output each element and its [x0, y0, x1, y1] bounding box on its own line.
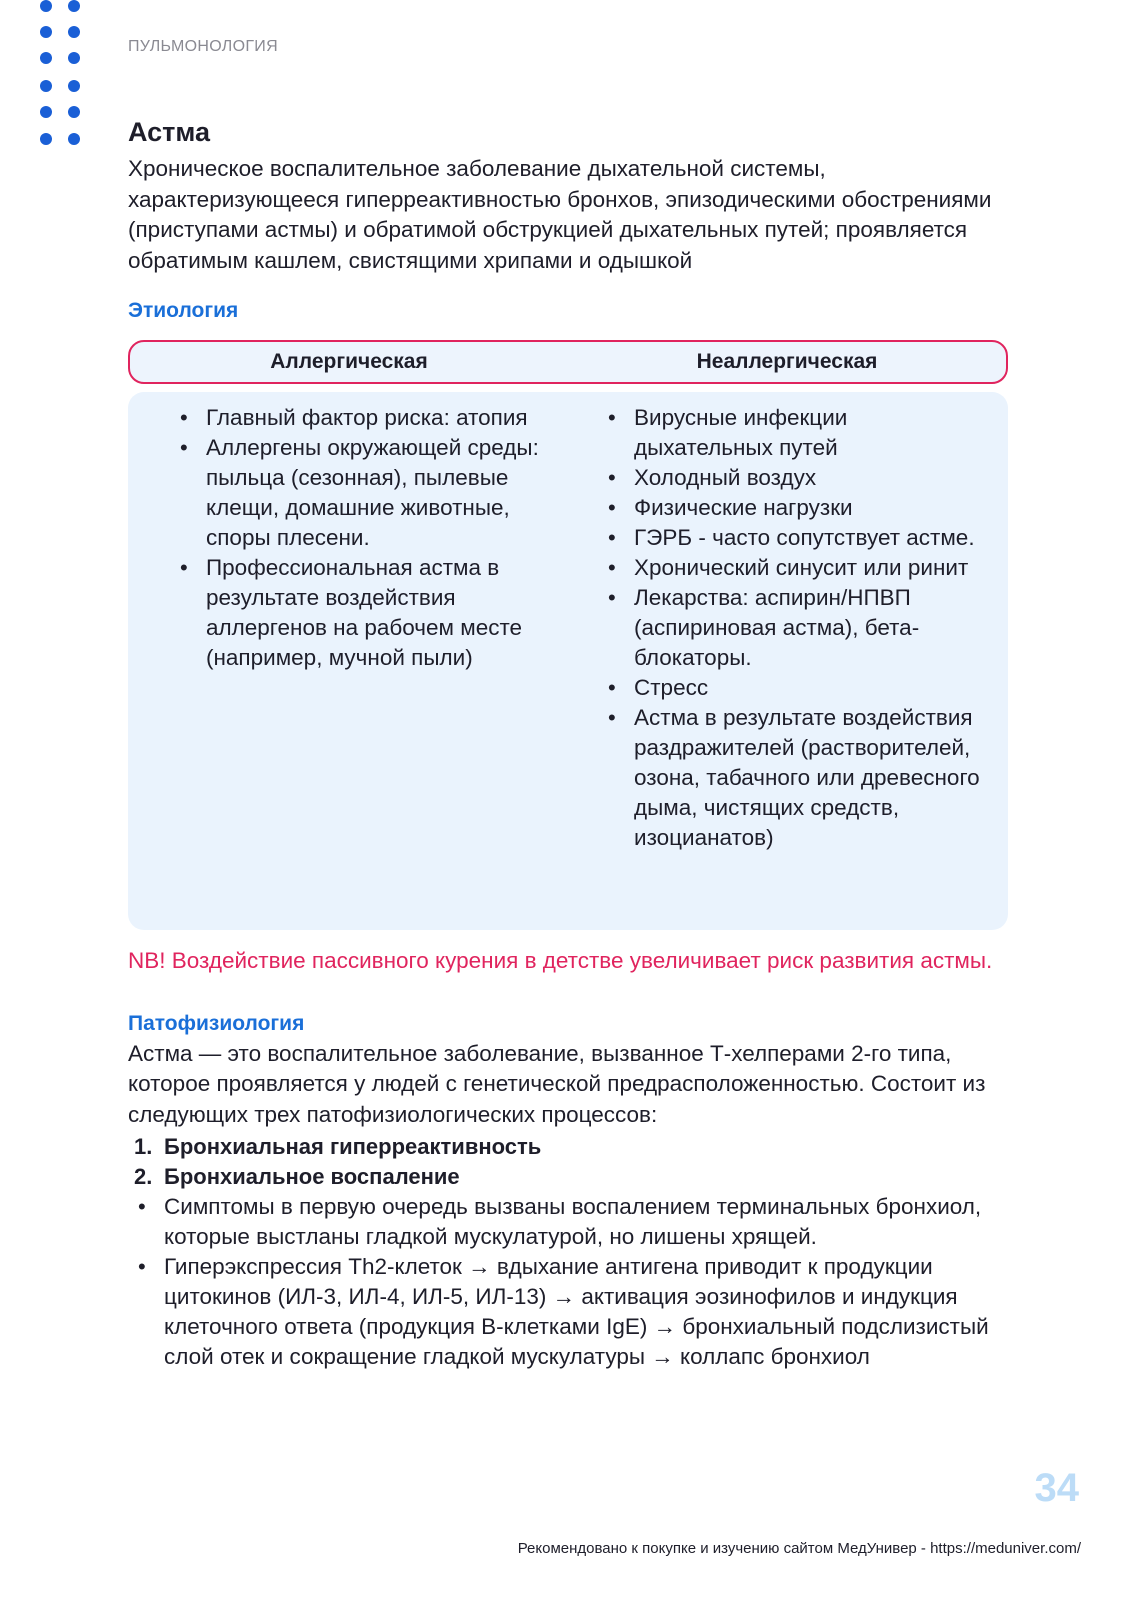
- list-item: • Вирусные инфекции дыхательных путей: [606, 403, 988, 463]
- list-item: • Стресс: [606, 673, 988, 703]
- list-item: • Главный фактор риска: атопия: [178, 403, 558, 433]
- page-title: Астма: [128, 117, 211, 147]
- page-number: 34: [1034, 1466, 1079, 1510]
- pathophysiology-heading: Патофизиология: [128, 1011, 305, 1035]
- list-item: • Аллергены окружающей среды: пыльца (сезонная), пылевые клещи, домашние животные, споры плесени.: [178, 433, 558, 553]
- footer-note: Рекомендовано к покупке и изучению сайтом МедУнивер - https://meduniver.com/: [517, 1540, 1081, 1557]
- list-item: • ГЭРБ - часто сопутствует астме.: [606, 523, 988, 553]
- list-item: • Физические нагрузки: [606, 493, 988, 523]
- intro-paragraph: Хроническое воспалительное заболевание дыхательной системы, характеризующееся гиперреактивностью бронхов, эпизодическими обострениями (приступами астмы) и обратимой обструкцией дыхательных путей; проявляется обратимым кашлем, свистящими хрипами и одышкой: [128, 156, 992, 273]
- column-header-allergic: Аллергическая: [270, 350, 428, 373]
- list-item: • Симптомы в первую очередь вызваны воспалением терминальных бронхиол, которые выстланы гладкой мускулатурой, но лишены хрящей.: [128, 1192, 1008, 1252]
- nonallergic-column: [568, 403, 1008, 914]
- list-item: • Астма в результате воздействия раздражителей (растворителей, озона, табачного или древесного дыма, чистящих средств, изоцианатов): [606, 703, 988, 853]
- list-item: • Холодный воздух: [606, 463, 988, 493]
- list-item: • Хронический синусит или ринит: [606, 553, 988, 583]
- main-content: [128, 112, 1008, 1372]
- etiology-heading: Этиология: [128, 299, 239, 322]
- pathophysiology-paragraph: Астма — это воспалительное заболевание, вызванное Т-хелперами 2-го типа, которое проявляется у людей с генетической предрасположенностью. Состоит из следующих трех патофизиологических процессов:: [128, 1040, 986, 1127]
- etiology-table-header: [128, 340, 1008, 384]
- list-item: • Гиперэкспрессия Th2-клеток → вдыхание антигена приводит к продукции цитокинов (ИЛ-3, ИЛ-4, ИЛ-5, ИЛ-13) → активация эозинофилов и индукция клеточного ответа (продукция В-клетками IgE) → бронхиальный подслизистый слой отек и сокращение гладкой мускулатуры → коллапс бронхиол: [128, 1252, 1008, 1372]
- numbered-item: 1. Бронхиальная гиперреактивность: [134, 1134, 542, 1159]
- allergic-column: [128, 403, 568, 914]
- list-item: • Профессиональная астма в результате воздействия аллергенов на рабочем месте (например, мучной пыли): [178, 553, 558, 673]
- numbered-item: 2. Бронхиальное воспаление: [134, 1164, 460, 1189]
- decorative-dots: [38, 0, 88, 150]
- section-label: ПУЛЬМОНОЛОГИЯ: [128, 38, 278, 55]
- nb-note: NB! Воздействие пассивного курения в детстве увеличивает риск развития астмы.: [128, 948, 993, 973]
- column-header-nonallergic: Неаллергическая: [696, 350, 878, 373]
- etiology-table-body: [128, 392, 1008, 930]
- pathophysiology-bullets: [128, 1192, 1008, 1372]
- list-item: • Лекарства: аспирин/НПВП (аспириновая астма), бета-блокаторы.: [606, 583, 988, 673]
- numbered-list: [128, 1132, 1008, 1192]
